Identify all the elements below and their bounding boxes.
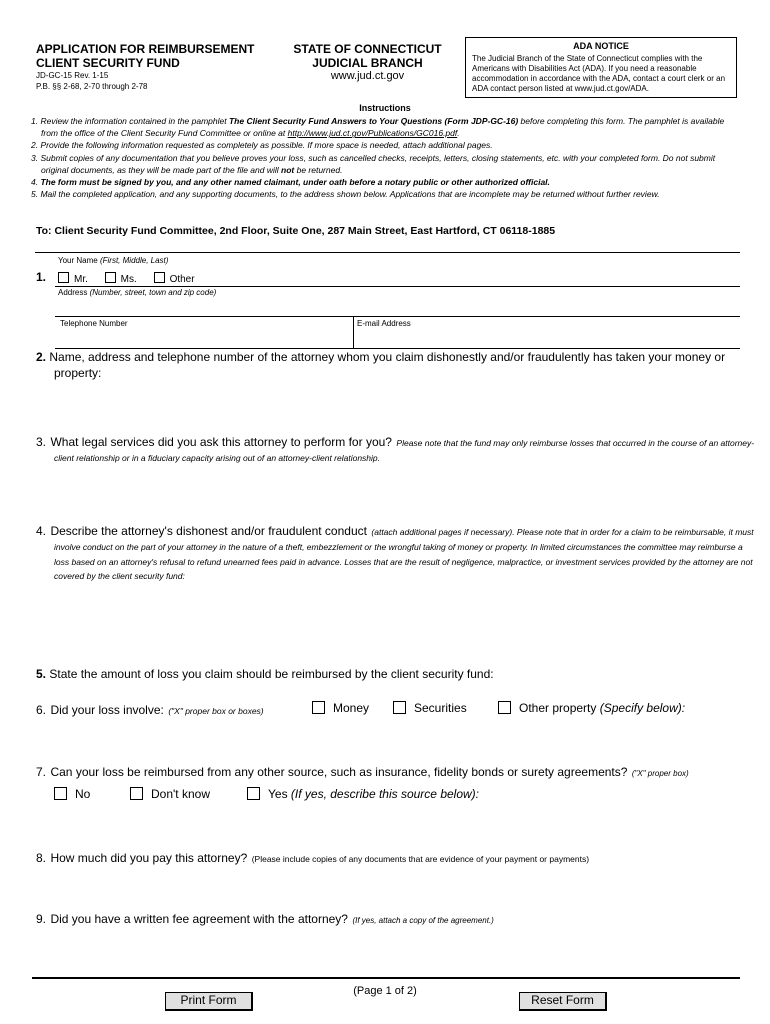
question-5: 5. State the amount of loss you claim should be reimbursed by the client security fund: xyxy=(36,667,494,681)
conduct-description-input[interactable] xyxy=(54,580,740,660)
reset-form-button[interactable]: Reset Form xyxy=(519,992,607,1011)
website: www.jud.ct.gov xyxy=(330,70,405,82)
name-input[interactable] xyxy=(186,270,740,286)
practice-book-ref: P.B. §§ 2-68, 2-70 through 2-78 xyxy=(36,82,148,91)
ms-label: Ms. xyxy=(120,274,137,285)
footer-divider xyxy=(32,977,740,979)
other-property-input[interactable] xyxy=(54,722,740,758)
instructions-list xyxy=(31,115,741,200)
question-8: 8. How much did you pay this attorney? (Please include copies of any documents that are evidence of your payment or payments) xyxy=(36,851,590,865)
form-title xyxy=(36,42,254,70)
no-option: No xyxy=(54,787,90,801)
attorney-info-input[interactable] xyxy=(54,384,740,432)
divider xyxy=(55,286,740,287)
email-label: E-mail Address xyxy=(357,319,411,328)
pamphlet-link[interactable]: http://www.jud.ct.gov/Publications/GC016.pdf xyxy=(287,128,458,139)
money-option: Money xyxy=(312,701,369,715)
state-line2: JUDICIAL BRANCH xyxy=(312,56,423,70)
instruction-3: 3. Submit copies of any documentation that you believe proves your loss, such as cancelled checks, receipts, letters, closing statements, etc. with your completed form. Do not submit original documents, as they will be made part of the file and will not be returned. xyxy=(31,152,716,175)
instruction-4: 4. The form must be signed by you, and any other named claimant, under oath before a notary public or other authorized official. xyxy=(31,177,550,188)
form-title-line2: CLIENT SECURITY FUND xyxy=(36,56,180,70)
ms-checkbox[interactable] xyxy=(105,272,116,283)
money-checkbox[interactable] xyxy=(312,701,325,714)
question-4: 4. Describe the attorney's dishonest and/or fraudulent conduct (attach additional pages if necessary). Please note that in order for a claim to be reimbursable, it must involve conduct on the part of your attorney in the nature of a theft, embezzlement or the wrongful taking of money or property. In limited circumstances the committee may reimburse a loss based on an attorney's refusal to refund unearned fees paid in advance. Losses that are the result of negligence, malpractice, or investment services provided by the attorney are not covered by the client security fund: xyxy=(36,524,754,581)
question-3: 3. What legal services did you ask this attorney to perform for you? Please note that the fund may only reimburse losses that occurred in the course of an attorney-client relationship or in a fiduciary capacity arising out of an attorney-client relationship. xyxy=(36,435,755,463)
name-label: Your Name (First, Middle, Last) xyxy=(58,256,169,265)
question-2: 2. Name, address and telephone number of the attorney whom you claim dishonestly and/or fraudulently has taken your money or property: xyxy=(36,350,726,380)
no-checkbox[interactable] xyxy=(54,787,67,800)
state-heading xyxy=(285,42,450,70)
other-label: Other xyxy=(169,274,195,285)
ada-notice-box xyxy=(465,37,737,98)
email-input[interactable] xyxy=(355,330,740,348)
ada-heading: ADA NOTICE xyxy=(573,41,629,51)
address-label: Address (Number, street, town and zip code) xyxy=(58,288,217,297)
other-source-input[interactable] xyxy=(54,808,740,844)
divider xyxy=(353,316,354,348)
ada-text: The Judicial Branch of the State of Connecticut complies with the Americans with Disabilities Act (ADA). If you need a reasonable accommodation in accordance with the ADA, contact a court clerk or an ADA contact person listed at www.jud.ct.gov/ADA. xyxy=(472,54,726,93)
yes-checkbox[interactable] xyxy=(247,787,260,800)
phone-label: Telephone Number xyxy=(60,319,128,328)
mr-label: Mr. xyxy=(74,274,88,285)
legal-services-input[interactable] xyxy=(54,466,740,518)
fee-agreement-input[interactable] xyxy=(54,930,740,970)
instruction-2: 2. Provide the following information requested as completely as possible. If more space is needed, attach additional pages. xyxy=(31,140,493,151)
other-property-option: Other property (Specify below): xyxy=(498,701,685,715)
q1-number: 1. xyxy=(36,270,47,284)
question-6: 6. Did your loss involve: ("X" proper box or boxes) xyxy=(36,703,264,717)
phone-input[interactable] xyxy=(55,330,351,348)
instruction-5: 5. Mail the completed application, and any supporting documents, to the address shown below. Applications that are incomplete may be returned without further review. xyxy=(31,189,660,200)
securities-checkbox[interactable] xyxy=(393,701,406,714)
divider xyxy=(55,316,740,317)
dont-know-checkbox[interactable] xyxy=(130,787,143,800)
question-7: 7. Can your loss be reimbursed from any other source, such as insurance, fidelity bonds or surety agreements? ("X" proper box) xyxy=(36,765,689,779)
title-options xyxy=(58,272,195,285)
instructions-heading: Instructions xyxy=(359,103,411,113)
mailing-address: To: Client Security Fund Committee, 2nd Floor, Suite One, 287 Main Street, East Hartford, CT 06118-1885 xyxy=(36,225,556,237)
dont-know-option: Don't know xyxy=(130,787,210,801)
loss-amount-input[interactable] xyxy=(520,666,740,682)
other-property-checkbox[interactable] xyxy=(498,701,511,714)
form-title-line1: APPLICATION FOR REIMBURSEMENT xyxy=(36,42,255,56)
yes-option: Yes (If yes, describe this source below): xyxy=(247,787,479,801)
print-form-button[interactable]: Print Form xyxy=(165,992,253,1011)
form-code: JD-GC-15 Rev. 1-15 xyxy=(36,71,109,80)
mr-checkbox[interactable] xyxy=(58,272,69,283)
address-input[interactable] xyxy=(55,298,740,316)
securities-option: Securities xyxy=(393,701,467,715)
instruction-1: 1. Review the information contained in the pamphlet The Client Security Fund Answers to Your Questions (Form JDP-GC-16) before completing this form. The pamphlet is available from the office of the Client Security Fund Committee or online at http://www.jud.ct.gov/Publications/GC016.pdf. xyxy=(31,116,725,139)
divider xyxy=(35,252,740,253)
page-number: (Page 1 of 2) xyxy=(353,985,417,997)
question-9: 9. Did you have a written fee agreement with the attorney? (If yes, attach a copy of the agreement.) xyxy=(36,912,494,926)
other-checkbox[interactable] xyxy=(154,272,165,283)
state-line1: STATE OF CONNECTICUT xyxy=(293,42,442,56)
amount-paid-input[interactable] xyxy=(54,868,740,906)
form-code-block xyxy=(36,70,148,92)
